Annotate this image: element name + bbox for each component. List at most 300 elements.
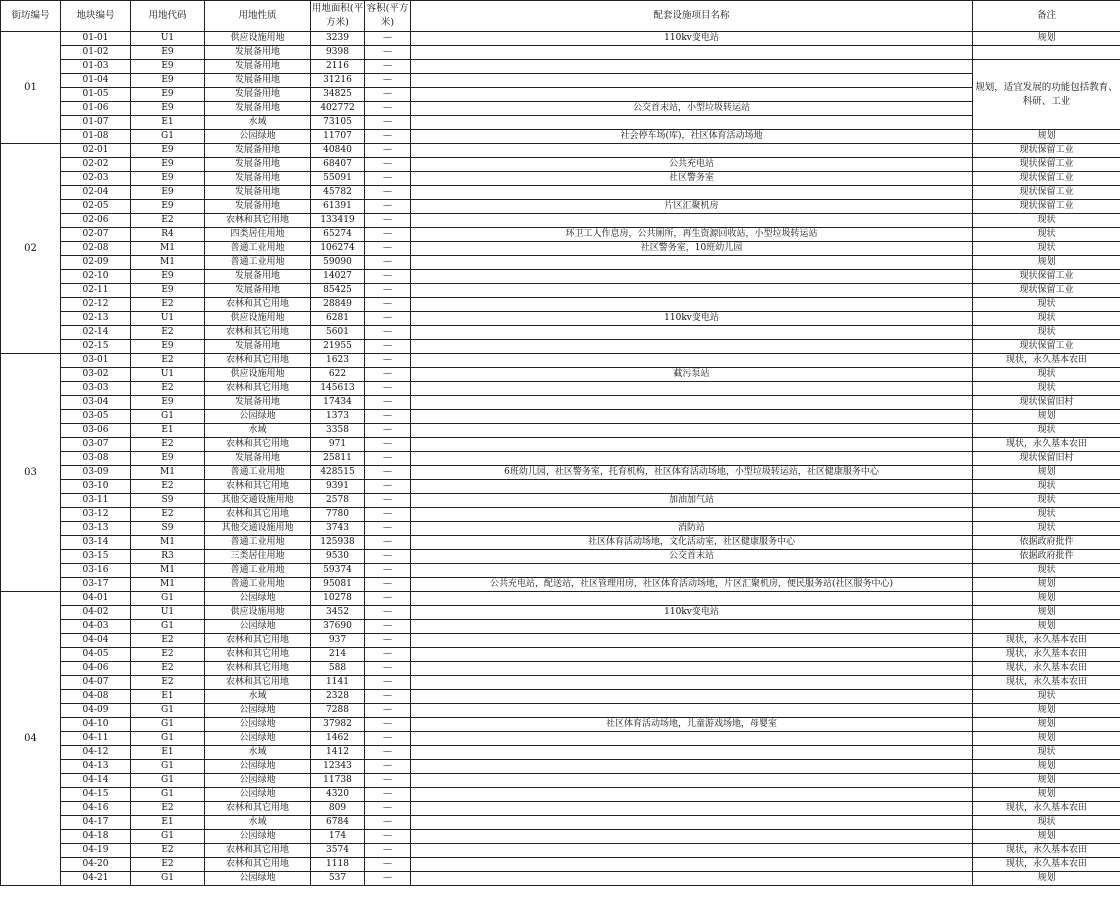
area-cell: 6784 [311,816,365,830]
far-cell: — [365,550,411,564]
area-cell: 11738 [311,774,365,788]
far-cell: — [365,480,411,494]
plot-id-cell: 02-05 [61,200,131,214]
area-cell: 55091 [311,172,365,186]
land-code-cell: E1 [131,424,205,438]
table-row [1,88,1120,102]
note-cell: 现状保留旧村 [973,396,1120,410]
area-cell: 28849 [311,298,365,312]
land-type-cell: 农林和其它用地 [205,662,311,676]
facility-cell [411,186,973,200]
area-cell: 6281 [311,312,365,326]
land-code-cell: E9 [131,158,205,172]
plot-id-cell: 04-21 [61,872,131,886]
land-type-cell: 供应设施用地 [205,32,311,46]
land-code-cell: M1 [131,536,205,550]
header-area: 用地面积(平方米) [311,1,365,32]
plot-id-cell: 02-03 [61,172,131,186]
plot-id-cell: 03-05 [61,410,131,424]
table-row [1,774,1120,788]
note-cell: 现状 [973,214,1120,228]
land-type-cell: 公园绿地 [205,760,311,774]
land-code-cell: G1 [131,830,205,844]
note-cell: 规划，适宜发展的功能包括教育、科研、工业 [973,60,1120,130]
land-code-cell: E9 [131,270,205,284]
land-code-cell: E9 [131,46,205,60]
land-type-cell: 普通工业用地 [205,536,311,550]
street-id-cell: 03 [1,354,61,592]
note-cell: 现状 [973,368,1120,382]
note-cell: 现状 [973,228,1120,242]
area-cell: 3452 [311,606,365,620]
area-cell: 125938 [311,536,365,550]
plot-id-cell: 02-02 [61,158,131,172]
note-cell: 现状 [973,480,1120,494]
street-id-cell: 04 [1,592,61,886]
plot-id-cell: 04-03 [61,620,131,634]
area-cell: 3239 [311,32,365,46]
land-type-cell: 农林和其它用地 [205,326,311,340]
facility-cell [411,704,973,718]
facility-cell [411,410,973,424]
land-type-cell: 公园绿地 [205,774,311,788]
table-row [1,662,1120,676]
header-note: 备注 [973,1,1120,32]
facility-cell: 公共充电站，配送站，社区管理用房，社区体育活动场地，片区汇聚机房，便民服务站(社区服务中心) [411,578,973,592]
far-cell: — [365,564,411,578]
far-cell: — [365,494,411,508]
table-row [1,802,1120,816]
plot-id-cell: 03-04 [61,396,131,410]
land-type-cell: 供应设施用地 [205,606,311,620]
far-cell: — [365,270,411,284]
note-cell: 现状，永久基本农田 [973,802,1120,816]
plot-id-cell: 04-06 [61,662,131,676]
land-type-cell: 普通工业用地 [205,242,311,256]
note-cell: 依据政府批件 [973,550,1120,564]
area-cell: 1623 [311,354,365,368]
table-row [1,690,1120,704]
land-type-cell: 农林和其它用地 [205,802,311,816]
header-plot-id: 地块编号 [61,1,131,32]
note-cell: 规划 [973,620,1120,634]
far-cell: — [365,816,411,830]
area-cell: 145613 [311,382,365,396]
far-cell: — [365,830,411,844]
plot-id-cell: 01-07 [61,116,131,130]
note-cell: 现状，永久基本农田 [973,662,1120,676]
facility-cell: 公交首末站，小型垃圾转运站 [411,102,973,116]
land-type-cell: 农林和其它用地 [205,648,311,662]
land-code-cell: G1 [131,410,205,424]
table-row [1,382,1120,396]
land-code-cell: M1 [131,578,205,592]
table-row [1,592,1120,606]
facility-cell: 片区汇聚机房 [411,200,973,214]
area-cell: 133419 [311,214,365,228]
area-cell: 40840 [311,144,365,158]
land-code-cell: E9 [131,452,205,466]
land-code-cell: G1 [131,130,205,144]
note-cell: 现状 [973,326,1120,340]
far-cell: — [365,802,411,816]
far-cell: — [365,396,411,410]
plot-id-cell: 01-03 [61,60,131,74]
land-code-cell: E2 [131,326,205,340]
land-code-cell: E2 [131,382,205,396]
area-cell: 174 [311,830,365,844]
land-type-cell: 发展备用地 [205,102,311,116]
note-cell: 现状，永久基本农田 [973,648,1120,662]
facility-cell [411,830,973,844]
facility-cell [411,774,973,788]
plot-id-cell: 04-20 [61,858,131,872]
land-code-cell: G1 [131,788,205,802]
note-cell: 规划 [973,830,1120,844]
table-row [1,32,1120,46]
table-row [1,214,1120,228]
land-type-cell: 农林和其它用地 [205,354,311,368]
table-row [1,746,1120,760]
note-cell: 规划 [973,704,1120,718]
land-type-cell: 公园绿地 [205,872,311,886]
note-cell: 现状 [973,816,1120,830]
facility-cell: 社区警务室 [411,172,973,186]
area-cell: 214 [311,648,365,662]
facility-cell [411,690,973,704]
note-cell: 现状保留工业 [973,158,1120,172]
plot-id-cell: 03-16 [61,564,131,578]
land-code-cell: G1 [131,872,205,886]
note-cell: 规划 [973,32,1120,46]
area-cell: 1412 [311,746,365,760]
note-cell: 现状 [973,494,1120,508]
plot-id-cell: 03-01 [61,354,131,368]
land-type-cell: 公园绿地 [205,410,311,424]
area-cell: 9530 [311,550,365,564]
facility-cell [411,354,973,368]
land-type-cell: 发展备用地 [205,340,311,354]
area-cell: 7288 [311,704,365,718]
note-cell: 现状，永久基本农田 [973,634,1120,648]
land-code-cell: E1 [131,746,205,760]
land-type-cell: 发展备用地 [205,284,311,298]
far-cell: — [365,662,411,676]
plot-id-cell: 04-12 [61,746,131,760]
table-row [1,480,1120,494]
far-cell: — [365,746,411,760]
plot-id-cell: 02-13 [61,312,131,326]
facility-cell [411,214,973,228]
land-type-cell: 公园绿地 [205,130,311,144]
table-row [1,452,1120,466]
table-row [1,606,1120,620]
area-cell: 2578 [311,494,365,508]
table-row [1,74,1120,88]
plot-id-cell: 04-10 [61,718,131,732]
plot-id-cell: 04-11 [61,732,131,746]
note-cell: 现状 [973,746,1120,760]
land-code-cell: E9 [131,88,205,102]
plot-id-cell: 03-15 [61,550,131,564]
land-code-cell: E9 [131,172,205,186]
plot-id-cell: 02-12 [61,298,131,312]
land-code-cell: U1 [131,606,205,620]
plot-id-cell: 04-15 [61,788,131,802]
note-cell: 现状保留工业 [973,284,1120,298]
area-cell: 85425 [311,284,365,298]
plot-id-cell: 03-06 [61,424,131,438]
land-code-cell: G1 [131,774,205,788]
land-type-cell: 其他交通设施用地 [205,522,311,536]
plot-id-cell: 04-13 [61,760,131,774]
far-cell: — [365,326,411,340]
land-code-cell: E9 [131,200,205,214]
far-cell: — [365,466,411,480]
facility-cell [411,620,973,634]
land-type-cell: 农林和其它用地 [205,634,311,648]
plot-id-cell: 04-19 [61,844,131,858]
area-cell: 588 [311,662,365,676]
table-row [1,564,1120,578]
plot-id-cell: 01-05 [61,88,131,102]
facility-cell [411,592,973,606]
table-row [1,326,1120,340]
header-facility: 配套设施项目名称 [411,1,973,32]
far-cell: — [365,186,411,200]
table-row [1,410,1120,424]
area-cell: 2116 [311,60,365,74]
facility-cell [411,746,973,760]
far-cell: — [365,46,411,60]
land-type-cell: 普通工业用地 [205,564,311,578]
area-cell: 9391 [311,480,365,494]
plot-id-cell: 02-01 [61,144,131,158]
note-cell: 规划 [973,466,1120,480]
far-cell: — [365,760,411,774]
plot-id-cell: 04-09 [61,704,131,718]
note-cell: 现状，永久基本农田 [973,844,1120,858]
facility-cell [411,116,973,130]
facility-cell: 社区体育活动场地，文化活动室，社区健康服务中心 [411,536,973,550]
table-row [1,732,1120,746]
land-code-cell: E2 [131,508,205,522]
plot-id-cell: 04-04 [61,634,131,648]
far-cell: — [365,368,411,382]
facility-cell [411,816,973,830]
area-cell: 5601 [311,326,365,340]
far-cell: — [365,424,411,438]
table-row [1,648,1120,662]
land-type-cell: 发展备用地 [205,270,311,284]
facility-cell [411,732,973,746]
table-row [1,788,1120,802]
land-code-cell: G1 [131,704,205,718]
table-row [1,200,1120,214]
plot-id-cell: 04-17 [61,816,131,830]
land-code-cell: E2 [131,354,205,368]
plot-id-cell: 03-08 [61,452,131,466]
table-row [1,354,1120,368]
table-row [1,368,1120,382]
note-cell: 现状 [973,424,1120,438]
table-row [1,144,1120,158]
area-cell: 4320 [311,788,365,802]
far-cell: — [365,242,411,256]
plot-id-cell: 03-13 [61,522,131,536]
far-cell: — [365,648,411,662]
facility-cell [411,74,973,88]
far-cell: — [365,690,411,704]
table-row [1,60,1120,74]
note-cell: 现状保留工业 [973,186,1120,200]
land-type-cell: 水域 [205,746,311,760]
facility-cell [411,872,973,886]
area-cell: 937 [311,634,365,648]
far-cell: — [365,522,411,536]
facility-cell: 消防站 [411,522,973,536]
note-cell: 现状保留旧村 [973,452,1120,466]
table-row [1,46,1120,60]
land-code-cell: E2 [131,214,205,228]
facility-cell [411,46,973,60]
plot-id-cell: 02-04 [61,186,131,200]
plot-id-cell: 03-03 [61,382,131,396]
note-cell: 规划 [973,578,1120,592]
table-row [1,718,1120,732]
far-cell: — [365,340,411,354]
land-code-cell: E9 [131,102,205,116]
far-cell: — [365,144,411,158]
land-type-cell: 农林和其它用地 [205,844,311,858]
facility-cell [411,340,973,354]
far-cell: — [365,536,411,550]
facility-cell [411,438,973,452]
facility-cell: 公共充电站 [411,158,973,172]
land-type-cell: 农林和其它用地 [205,480,311,494]
plot-id-cell: 04-14 [61,774,131,788]
plot-id-cell: 01-08 [61,130,131,144]
plot-id-cell: 02-08 [61,242,131,256]
table-row [1,578,1120,592]
facility-cell [411,480,973,494]
header-land-type: 用地性质 [205,1,311,32]
table-row [1,760,1120,774]
plot-id-cell: 04-07 [61,676,131,690]
plot-id-cell: 03-07 [61,438,131,452]
far-cell: — [365,788,411,802]
area-cell: 9398 [311,46,365,60]
land-type-cell: 普通工业用地 [205,578,311,592]
facility-cell [411,564,973,578]
note-cell: 规划 [973,592,1120,606]
plot-id-cell: 03-02 [61,368,131,382]
table-row [1,508,1120,522]
area-cell: 10278 [311,592,365,606]
land-code-cell: E2 [131,438,205,452]
table-row [1,116,1120,130]
area-cell: 1118 [311,858,365,872]
far-cell: — [365,410,411,424]
land-code-cell: E2 [131,844,205,858]
plot-id-cell: 01-02 [61,46,131,60]
facility-cell [411,844,973,858]
facility-cell: 加油加气站 [411,494,973,508]
area-cell: 73105 [311,116,365,130]
table-row [1,872,1120,886]
area-cell: 68407 [311,158,365,172]
plot-id-cell: 02-11 [61,284,131,298]
facility-cell: 110kv变电站 [411,312,973,326]
land-type-cell: 农林和其它用地 [205,438,311,452]
note-cell: 现状 [973,382,1120,396]
table-row [1,466,1120,480]
land-type-cell: 发展备用地 [205,74,311,88]
land-code-cell: G1 [131,620,205,634]
facility-cell [411,284,973,298]
far-cell: — [365,774,411,788]
facility-cell: 110kv变电站 [411,32,973,46]
far-cell: — [365,606,411,620]
facility-cell [411,270,973,284]
plot-id-cell: 01-01 [61,32,131,46]
land-code-cell: E9 [131,186,205,200]
land-type-cell: 发展备用地 [205,46,311,60]
facility-cell [411,256,973,270]
land-code-cell: E2 [131,480,205,494]
land-type-cell: 发展备用地 [205,172,311,186]
note-cell: 现状 [973,312,1120,326]
note-cell: 现状，永久基本农田 [973,858,1120,872]
area-cell: 31216 [311,74,365,88]
area-cell: 59090 [311,256,365,270]
far-cell: — [365,88,411,102]
area-cell: 37982 [311,718,365,732]
table-row [1,242,1120,256]
land-type-cell: 水域 [205,690,311,704]
note-cell: 现状保留工业 [973,172,1120,186]
far-cell: — [365,312,411,326]
far-cell: — [365,32,411,46]
far-cell: — [365,102,411,116]
table-row [1,550,1120,564]
plot-id-cell: 02-14 [61,326,131,340]
land-type-cell: 发展备用地 [205,452,311,466]
far-cell: — [365,620,411,634]
land-type-cell: 公园绿地 [205,788,311,802]
land-type-cell: 发展备用地 [205,88,311,102]
far-cell: — [365,704,411,718]
land-type-cell: 公园绿地 [205,718,311,732]
far-cell: — [365,60,411,74]
land-type-cell: 供应设施用地 [205,368,311,382]
far-cell: — [365,284,411,298]
land-code-cell: E2 [131,662,205,676]
table-row [1,536,1120,550]
facility-cell [411,326,973,340]
land-type-cell: 公园绿地 [205,592,311,606]
facility-cell [411,676,973,690]
facility-cell [411,802,973,816]
land-code-cell: E2 [131,676,205,690]
note-cell: 依据政府批件 [973,536,1120,550]
area-cell: 25811 [311,452,365,466]
street-id-cell: 02 [1,144,61,354]
land-code-cell: E2 [131,298,205,312]
far-cell: — [365,592,411,606]
table-row [1,424,1120,438]
note-cell: 现状，永久基本农田 [973,676,1120,690]
